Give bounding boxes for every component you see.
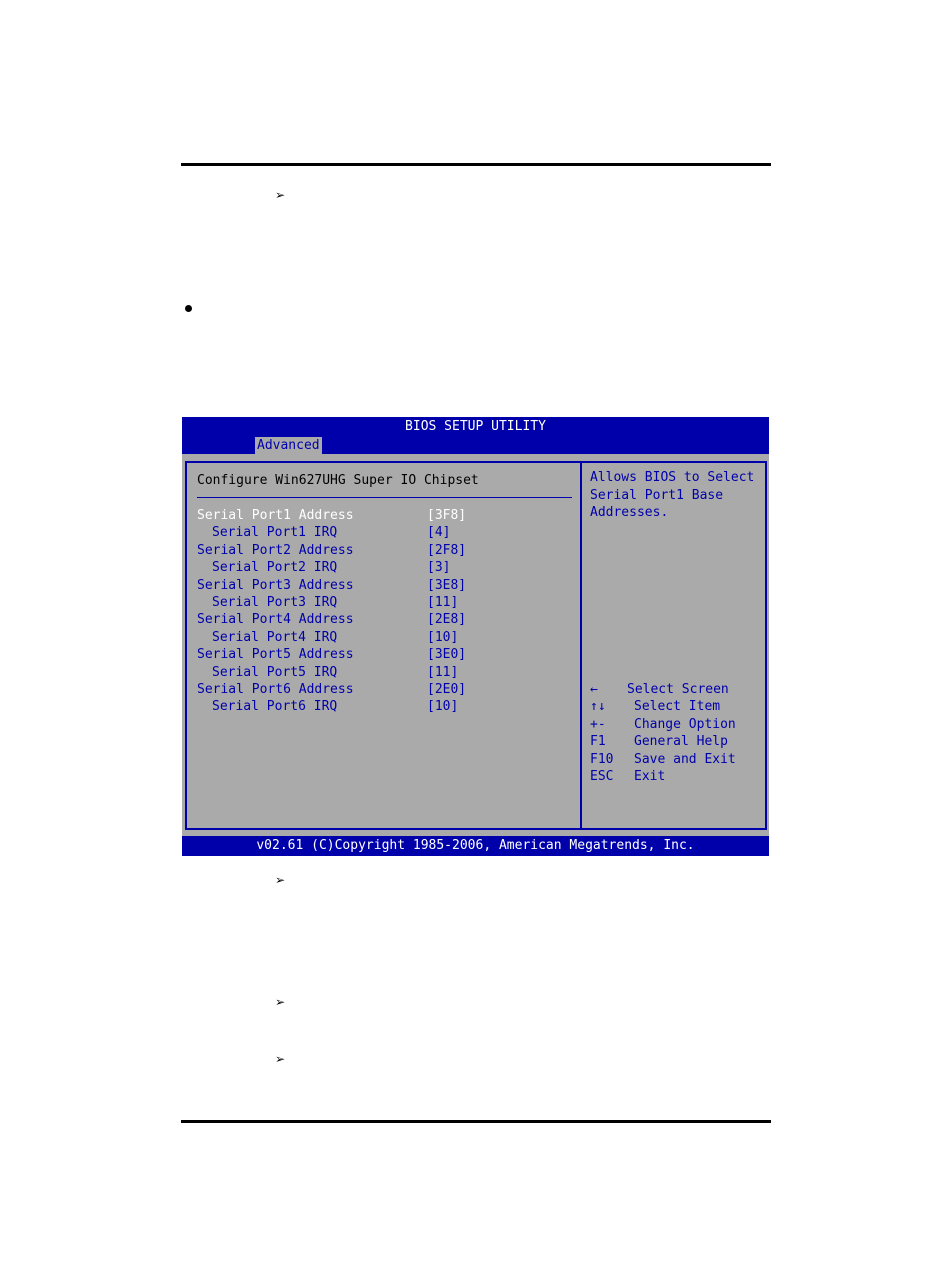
bios-footer: v02.61 (C)Copyright 1985-2006, American Megatrends, Inc. [182, 836, 769, 856]
key-name: ← [590, 682, 598, 697]
setting-label: Serial Port2 IRQ [212, 560, 338, 576]
setting-value[interactable]: [11] [427, 595, 459, 610]
key-description: Change Option [634, 716, 736, 732]
key-legend-row [590, 698, 760, 715]
setting-label: Serial Port6 Address [197, 682, 354, 697]
key-name: F10 [590, 751, 614, 767]
setting-value[interactable]: [2E8] [427, 612, 467, 628]
setting-row[interactable] [197, 524, 572, 541]
setting-row[interactable] [197, 681, 572, 698]
bios-setup-screen [182, 417, 769, 856]
key-description: Select Item [634, 699, 721, 715]
setting-label: Serial Port2 Address [197, 542, 354, 558]
setting-label: Serial Port5 Address [197, 647, 354, 663]
setting-value[interactable]: [3E8] [427, 577, 467, 593]
setting-row[interactable] [197, 507, 572, 524]
setting-value[interactable]: [10] [427, 629, 459, 645]
help-panel [580, 461, 767, 830]
setting-value[interactable]: [11] [427, 664, 459, 680]
arrow-bullet-icon: ➢ [275, 1052, 286, 1066]
key-legend-row [590, 733, 760, 750]
key-description: Select Screen [627, 682, 729, 697]
setting-label: Serial Port4 Address [197, 612, 354, 628]
key-name: ↑↓ [590, 699, 606, 715]
setting-value[interactable]: [3] [427, 560, 451, 576]
bottom-rule [181, 1120, 771, 1123]
setting-row[interactable] [197, 542, 572, 559]
setting-value[interactable]: [10] [427, 699, 459, 715]
bios-title: BIOS SETUP UTILITY [182, 417, 769, 436]
setting-label: Serial Port3 IRQ [212, 595, 338, 610]
setting-value[interactable]: [4] [427, 525, 451, 541]
key-legend-row [590, 768, 760, 785]
setting-label: Serial Port1 Address [197, 508, 354, 523]
key-legend-row [590, 681, 760, 698]
setting-value[interactable]: [3E0] [427, 647, 467, 663]
setting-label: Serial Port3 Address [197, 577, 354, 593]
arrow-bullet-icon: ➢ [275, 995, 286, 1009]
key-description: Save and Exit [634, 751, 736, 767]
settings-panel [185, 461, 581, 830]
setting-label: Serial Port4 IRQ [212, 629, 338, 645]
key-name: ESC [590, 769, 614, 784]
arrow-bullet-icon: ➢ [275, 188, 286, 202]
setting-value[interactable]: [2F8] [427, 542, 467, 558]
key-name: F1 [590, 734, 606, 750]
setting-row[interactable] [197, 629, 572, 646]
arrow-bullet-icon: ➢ [275, 873, 286, 887]
help-text: Allows BIOS to Select Serial Port1 Base Addresses. [590, 470, 755, 520]
round-bullet-icon [185, 305, 192, 312]
setting-row[interactable] [197, 664, 572, 681]
setting-row[interactable] [197, 559, 572, 576]
setting-row[interactable] [197, 594, 572, 611]
setting-value[interactable]: [2E0] [427, 682, 467, 697]
key-legend-row [590, 751, 760, 768]
section-heading: Configure Win627UHG Super IO Chipset [197, 473, 479, 488]
section-separator [197, 497, 572, 498]
setting-row[interactable] [197, 698, 572, 715]
bios-tab-bar [182, 436, 769, 454]
setting-row[interactable] [197, 577, 572, 594]
key-legend-row [590, 716, 760, 733]
setting-label: Serial Port5 IRQ [212, 664, 338, 680]
key-description: General Help [634, 734, 728, 750]
setting-label: Serial Port6 IRQ [212, 699, 338, 715]
key-name: +- [590, 716, 606, 732]
key-description: Exit [634, 769, 666, 784]
setting-row[interactable] [197, 646, 572, 663]
tab-advanced[interactable]: Advanced [257, 438, 320, 453]
setting-label: Serial Port1 IRQ [212, 525, 338, 541]
top-rule [181, 163, 771, 166]
setting-row[interactable] [197, 611, 572, 628]
setting-value[interactable]: [3F8] [427, 508, 467, 523]
